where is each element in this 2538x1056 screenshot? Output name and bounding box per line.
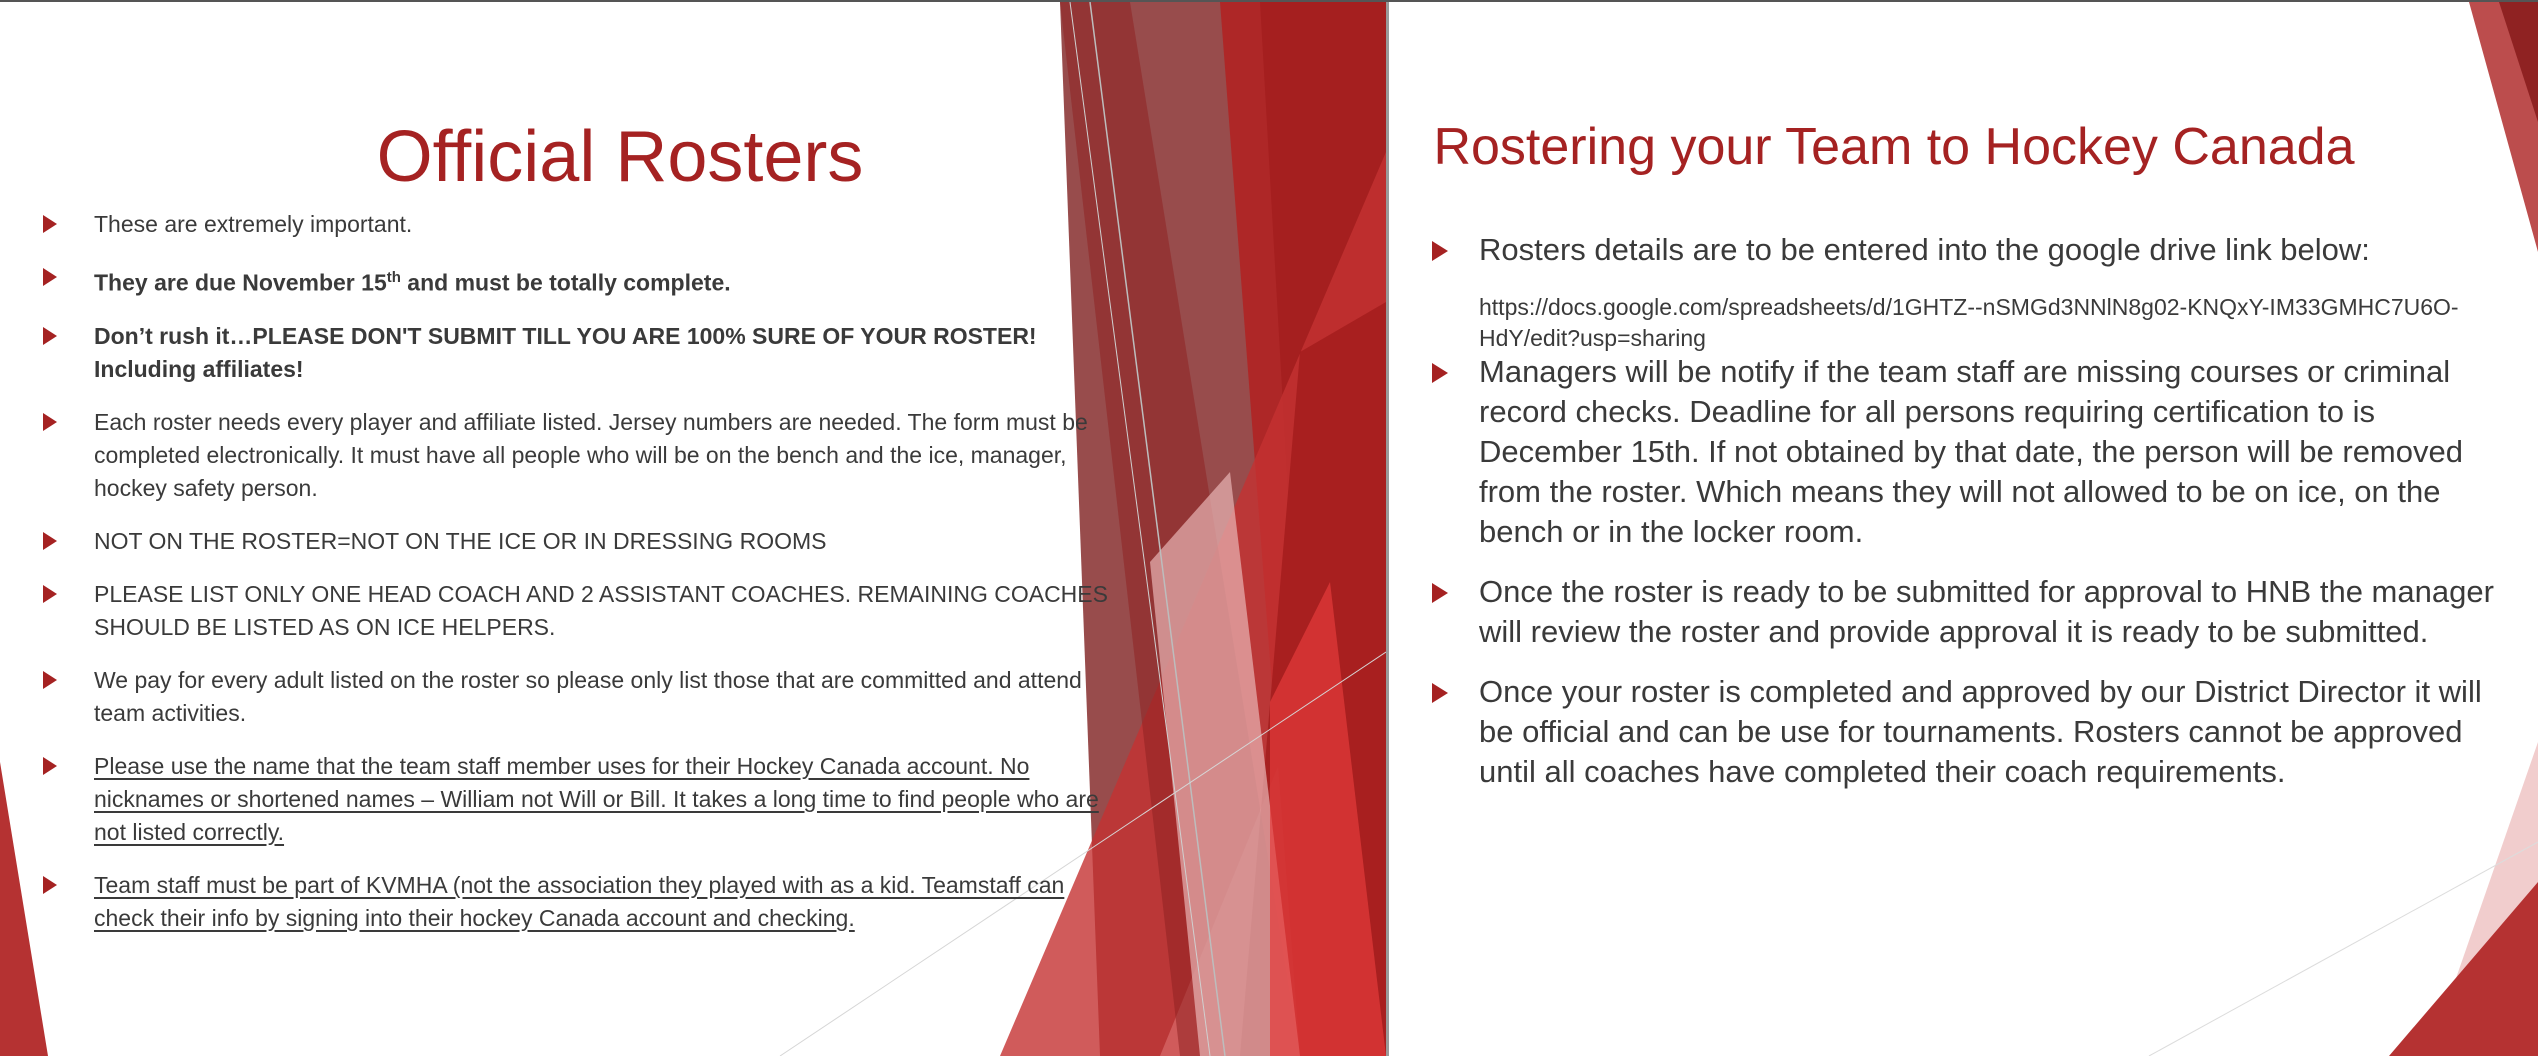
slide-official-rosters[interactable] (0, 2, 1386, 1056)
slide-title: Rostering your Team to Hockey Canada (1433, 118, 2355, 176)
bullet-item (38, 320, 1114, 386)
bullet-item (38, 525, 1114, 558)
bullet-text: Rosters details are to be entered into the google drive link below: (1479, 232, 2370, 267)
bullet-text: Each roster needs every player and affiliate listed. Jersey numbers are needed. The form must be completed electronically. It must have all people who will be on the bench and the ice, manager, hockey safety person. (94, 408, 1088, 501)
triangle-bullet-icon (43, 268, 57, 286)
bullet-item (38, 869, 1114, 935)
triangle-bullet-icon (1432, 363, 1448, 383)
triangle-bullet-icon (43, 327, 57, 345)
triangle-bullet-icon (1432, 241, 1448, 261)
triangle-bullet-icon (43, 757, 57, 775)
bullet-item (1429, 352, 2519, 552)
bullet-item (1429, 672, 2519, 792)
bullet-text: Managers will be notify if the team staff are missing courses or criminal record checks. Deadline for all persons requiring certification to is December 15th. If not obtained by that date, the person will be removed from the roster. Which means they will not allowed to be on ice, on the bench or in the locker room. (1479, 354, 2463, 549)
slide-title: Official Rosters (376, 117, 864, 197)
triangle-bullet-icon (43, 671, 57, 689)
bullet-list (38, 208, 1114, 955)
triangle-bullet-icon (1432, 683, 1448, 703)
triangle-bullet-icon (43, 585, 57, 603)
bullet-text: These are extremely important. (94, 211, 413, 237)
bullet-item (38, 208, 1114, 241)
triangle-bullet-icon (43, 532, 57, 550)
slide-rostering-to-hockey-canada[interactable] (1389, 2, 2538, 1056)
bullet-text: NOT ON THE ROSTER=NOT ON THE ICE OR IN DRESSING ROOMS (94, 527, 827, 554)
bullet-text: and must be totally complete. (400, 269, 731, 296)
bullet-item (38, 406, 1114, 505)
google-drive-link[interactable]: https://docs.google.com/spreadsheets/d/1GHTZ--nSMGd3NNlN8g02-KNQxY-IM33GMHC7U6O-HdY/edit?usp=sharing (1479, 294, 2459, 351)
triangle-bullet-icon (43, 215, 57, 233)
bullet-item (38, 664, 1114, 730)
bullet-text: Once your roster is completed and approved by our District Director it will be official and can be use for tournaments. Rosters cannot be approved until all coaches have completed their coach requirements. (1479, 674, 2482, 789)
bullet-item (38, 750, 1114, 849)
bullet-text: Team staff must be part of KVMHA (not the association they played with as a kid. Teamstaff can check their info by signing into their hockey Canada account and checking. (94, 871, 1065, 931)
bullet-text: Once the roster is ready to be submitted for approval to HNB the manager will review the roster and provide approval it is ready to be submitted. (1479, 574, 2494, 649)
bullet-item (38, 261, 1114, 300)
triangle-bullet-icon (43, 413, 57, 431)
bullet-text: We pay for every adult listed on the roster so please only list those that are committed and attend team activities. (94, 666, 1082, 726)
bullet-item (1429, 572, 2519, 652)
triangle-bullet-icon (43, 876, 57, 894)
bullet-item (1429, 230, 2519, 270)
bullet-text: Don’t rush it…PLEASE DON'T SUBMIT TILL YOU ARE 100% SURE OF YOUR ROSTER! Including affiliates! (94, 322, 1037, 382)
bullet-text: They are due November 15 (94, 269, 387, 296)
bullet-text: PLEASE LIST ONLY ONE HEAD COACH AND 2 ASSISTANT COACHES. REMAINING COACHES SHOULD BE LISTED AS ON ICE HELPERS. (94, 580, 1108, 640)
bullet-text: Please use the name that the team staff member uses for their Hockey Canada account. No nicknames or shortened names – William not Will or Bill. It takes a long time to find people who are not listed correctly. (94, 752, 1099, 845)
superscript: th (386, 269, 401, 286)
bullet-item (38, 578, 1114, 644)
triangle-bullet-icon (1432, 583, 1448, 603)
